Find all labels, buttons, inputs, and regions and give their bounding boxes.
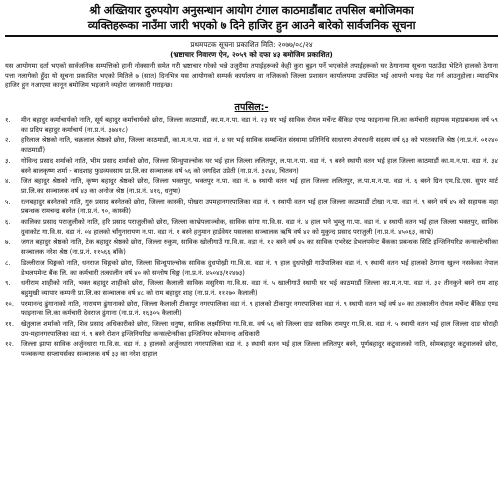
item-text: रत्नबहादुर बस्नेतको नाति, गुरु प्रसाद बस्नेतको छोरा, जिल्ला कास्की, पोखरा उपमहानगरपालिका वडा नं. ९ स्थायी वतन भई हाल जिल्ला काठमाडौं टोखा न.पा. वडा नं. ९ बस्ने वर्ष ४५ को सहायक महा प्रबन्धक रामचन्द्र बस्नेत (ना.प्र.नं. ९०, कास्की): [21, 197, 498, 216]
notice-headline-line2: व्यक्तिहरूका नाउँमा जारी भएको ७ दिने हाजिर हुन आउने बारेको सार्वजनिक सूचना: [87, 19, 416, 32]
item-number: १०.: [5, 299, 14, 308]
item-text: डिल्लीराज थिङ्गको नाति, धनराज थिङ्गको छोरा, जिल्ला सिन्धुपाल्चोक साविक दुधपोख्री गा.वि.स. वडा नं. ९ हाल दुधपोख्री गाउँपालिका वडा नं. ९ स्थायी वतन भई हालको ठेगाना खुल्न नसकेका नेपाल डेभलपमेन्ट बैंक लि. का कर्मचारी तत्कालीन वर्ष ४० को सन्तोष थिङ्ग (ना.प्र.नं. ४५०४३/१२४७३): [21, 258, 498, 277]
publication-date: प्रथमपटक सूचना प्रकाशित मिति: २०७७/०८/२४: [190, 40, 313, 49]
item-number: २.: [5, 136, 11, 145]
list-item: [5, 340, 498, 359]
list-item: [5, 136, 498, 155]
item-text: कालिका प्रसाद पराजुलीको नाति, हरि प्रसाद पराजुलीको छोरा, जिल्ला काभ्रेपलाञ्चोक, साविक सांगा गा.वि.स. वडा नं. ४ हाल भने भुम्लु गा.पा. वडा नं. ४ स्थायी वतन भई हाल जिल्ला भक्तपुर, साविक दुवाकोट गा.वि.स. वडा नं. ०४ हालको चाँगुनारायण न.पा. वडा नं. १ बस्ने हनुमान हार्डवेयर पसलका सञ्चालक ऋषि वर्ष ४२ को मुकुन्द प्रसाद पराजुली (ना.प्र.नं. ४५०६३, काभ्रे): [21, 218, 498, 236]
list-item: [5, 300, 498, 319]
headline-divider: [5, 35, 498, 37]
act-reference: (भ्रष्टाचार निवारण ऐन, २०५९ को दफा ४३ बमोजिम प्रकाशित): [170, 50, 333, 59]
item-text: मीन बहादुर कर्माचार्यको नाति, सूर्य बहादुर कर्माचार्यको छोरा, जिल्ला काठमाडौं, का.म.न.पा. वडा नं. २३ घर भई साविक रोयल मर्चेन्ट बैंकिङ एण्ड फाइनान्स लि.का कर्मचारी सहायक महाप्रबन्धक वर्ष ५९ का प्रदिप बहादुर कर्माचार्य (ना.प्र.नं. ३७४१८): [21, 116, 498, 134]
item-number: ९.: [5, 279, 11, 288]
item-text: गोविन्द प्रसाद शर्माको नाति, भीम प्रसाद शर्माको छोरा, जिल्ला सिन्धुपाल्चोक घर भई हाल जिल्ला ललितपुर, ल.पा.न.पा. वडा नं. ९ बस्ने स्थायी वतन भई हाल जिल्ला काठमाडौं का.म.न.पा. वडा नं. ३४ बस्ने बालकृष्ण शर्मा - बादशाह फुडव्यवसाय प्रा.लि.का सञ्चालक वर्ष ५६ को जगदिश उप्रेती (ना.प्र.नं. ३२४४, चितवन): [21, 156, 498, 175]
item-text: धनीराम शाहीको नाति, भक्त बहादुर शाहीको छोरा, जिल्ला कैलाली साविक मसुरिया गा.वि.स. वडा नं. ५ खालीगाउँ स्थायी घर भई काठमाडौं जिल्ला का.म.न.पा. वडा नं. ३२ तीनकुने बस्ने राम शाह बहुमुखी व्यापार कम्पनी प्रा.लि.का सञ्चालक वर्ष ४८ को राम बहादुर शाह (ना.प्र.नं. ११२७० कैलाली): [21, 279, 498, 297]
item-number: १.: [5, 116, 11, 124]
list-item: [5, 259, 498, 278]
item-number: १२.: [5, 340, 14, 349]
list-item: [5, 198, 498, 217]
item-number: ८.: [5, 258, 11, 267]
list-item: [5, 157, 498, 176]
intro-paragraph: यस आयोगमा दर्ता भएको सार्वजनिक सम्पत्तिको हानी नोक्सानी समेत गरी भ्रष्टाचार गरेको भन्ने उजुरीमा तपाईहरूको केही कुरा बुझ्न पर्ने भएकोले तपाईहरूको घर ठेगानामा सूचना पठाउँदा भेटिने हालको ठेगाना पत्ता नलागेको हुँदा यो सूचना प्रकाशित भएको मितिले ७ (सात) दिनभित्र यस आयोगको सम्पर्क कार्यालय वा नजिकको जिल्ला प्रशासन कार्यालयमा उपस्थित भई आफ्नो भनाइ पेश गर्न आउनुहोला। म्यादभित्र हाजिर हुन नआएमा कानून बमोजिम भइजाने व्यहोरा जानकारी गराइन्छ।: [5, 62, 498, 90]
section-title: तपसिल:-: [234, 102, 269, 113]
item-text: खेतुलाल शर्माको नाति, शिव प्रसाद अधिकारीको छोरा, जिल्ला धनुषा, साविक लक्ष्मीनिया गा.वि.स. वर्ष ५६ को जिल्ला दाङ साविक रामपुर गा.वि.स. वडा नं. ५ स्थायी वतन भई हाल जिल्ला दाङ घोराही उप-महानगरपालिका वडा नं. ९ बस्ने रोशन इन्जिनियरिङ कन्सल्टेन्सीका इन्जिनियर कोमानन्द अधिकारी: [21, 320, 498, 338]
item-text: परमानन्द ढुंगानाको नाति, नारायण ढुंगानाको छोरा, जिल्ला कैलाली टीकापुर नगरपालिका वडा नं. ९ हालको टीकापुर नगरपालिका वडा नं. ९ स्थायी वतन भई वर्ष ४० का तत्कालीन रोयल मर्चेन्ट बैंकिङ एण्ड फाइनान्स लि.का कर्मचारी देवराज ढुंगाना (ना.प्र.नं. १६३०५ कैलाली): [21, 299, 498, 318]
item-text: जगत बहादुर श्रेष्ठको नाति, टेक बहादुर श्रेष्ठको छोरा, जिल्ला रुकुम, साविक खोलीगाउँ गा.वि.स. वडा नं. १२ बस्ने वर्ष ४५ का साविक एभरेस्ट डेभलपमेन्ट बैंकका प्रबन्धक सिटि इन्जिनियरिङ कन्सल्टेन्सीका सञ्चालक नरेश श्रेष्ठ (ना.प्र.नं. ११५६६ बाँके): [21, 238, 498, 257]
item-text: जित बहादुर श्रेष्ठको नाति, कृष्ण बहादुर श्रेष्ठको छोरा, जिल्ला भक्तपुर, भक्तपुर न.पा. वडा नं. ७ स्थायी वतन भई हाल जिल्ला ललितपुर, ल.पा.म.न.पा. वडा नं. ६ बस्ने ग्रिन एम.डि.एस. सुपर मार्ट प्रा.लि.का सञ्चालक वर्ष ४३ का अनोज श्रेष्ठ (ना.प्र.नं. ४१६, धनुषा): [21, 177, 498, 195]
item-text: जिल्ला झापा साविक अर्जुनधारा गा.वि.स. वडा नं. ३ हालको अर्जुनधारा नगरपालिका वडा नं. ३ स्थायी वतन भई हाल जिल्ला ललितपुर बस्ने, पूर्णबहादुर कटुवालको नाति, सोमबहादुर कटुवालको छोरा, पञ्चकन्या सप्लायर्सका सञ्चालक वर्ष ३३ का नरेश दाहाल: [21, 340, 498, 359]
list-item: [5, 218, 498, 237]
item-number: ५.: [5, 197, 11, 206]
list-item: [5, 320, 498, 339]
item-number: ४.: [5, 177, 11, 186]
item-number: ७.: [5, 238, 11, 247]
list-item: [5, 177, 498, 196]
list-item: [5, 279, 498, 298]
list-item: [5, 238, 498, 257]
item-number: ६.: [5, 218, 11, 227]
notice-headline-line1: श्री अख्तियार दुरुपयोग अनुसन्धान आयोग टंगाल काठमाडौंबाट तपसिल बमोजिमका: [89, 4, 414, 17]
item-number: ११.: [5, 320, 14, 329]
list-item: [5, 116, 498, 135]
item-number: ३.: [5, 156, 11, 165]
item-text: हरिलाल श्रेष्ठको नाति, चक्रलाल श्रेष्ठको छोरा, जिल्ला काठमाडौं, का.म.न.पा. वडा नं. ४ घर भई साविक सम्बन्धित संस्थामा प्रतिनिधि साधारण शेयरधनी सदस्य वर्ष ६३ को भरतकाजि श्रेष्ठ (ना.प्र.नं. ०१२४० काठमाडौं): [21, 136, 498, 155]
person-list: [5, 116, 498, 360]
